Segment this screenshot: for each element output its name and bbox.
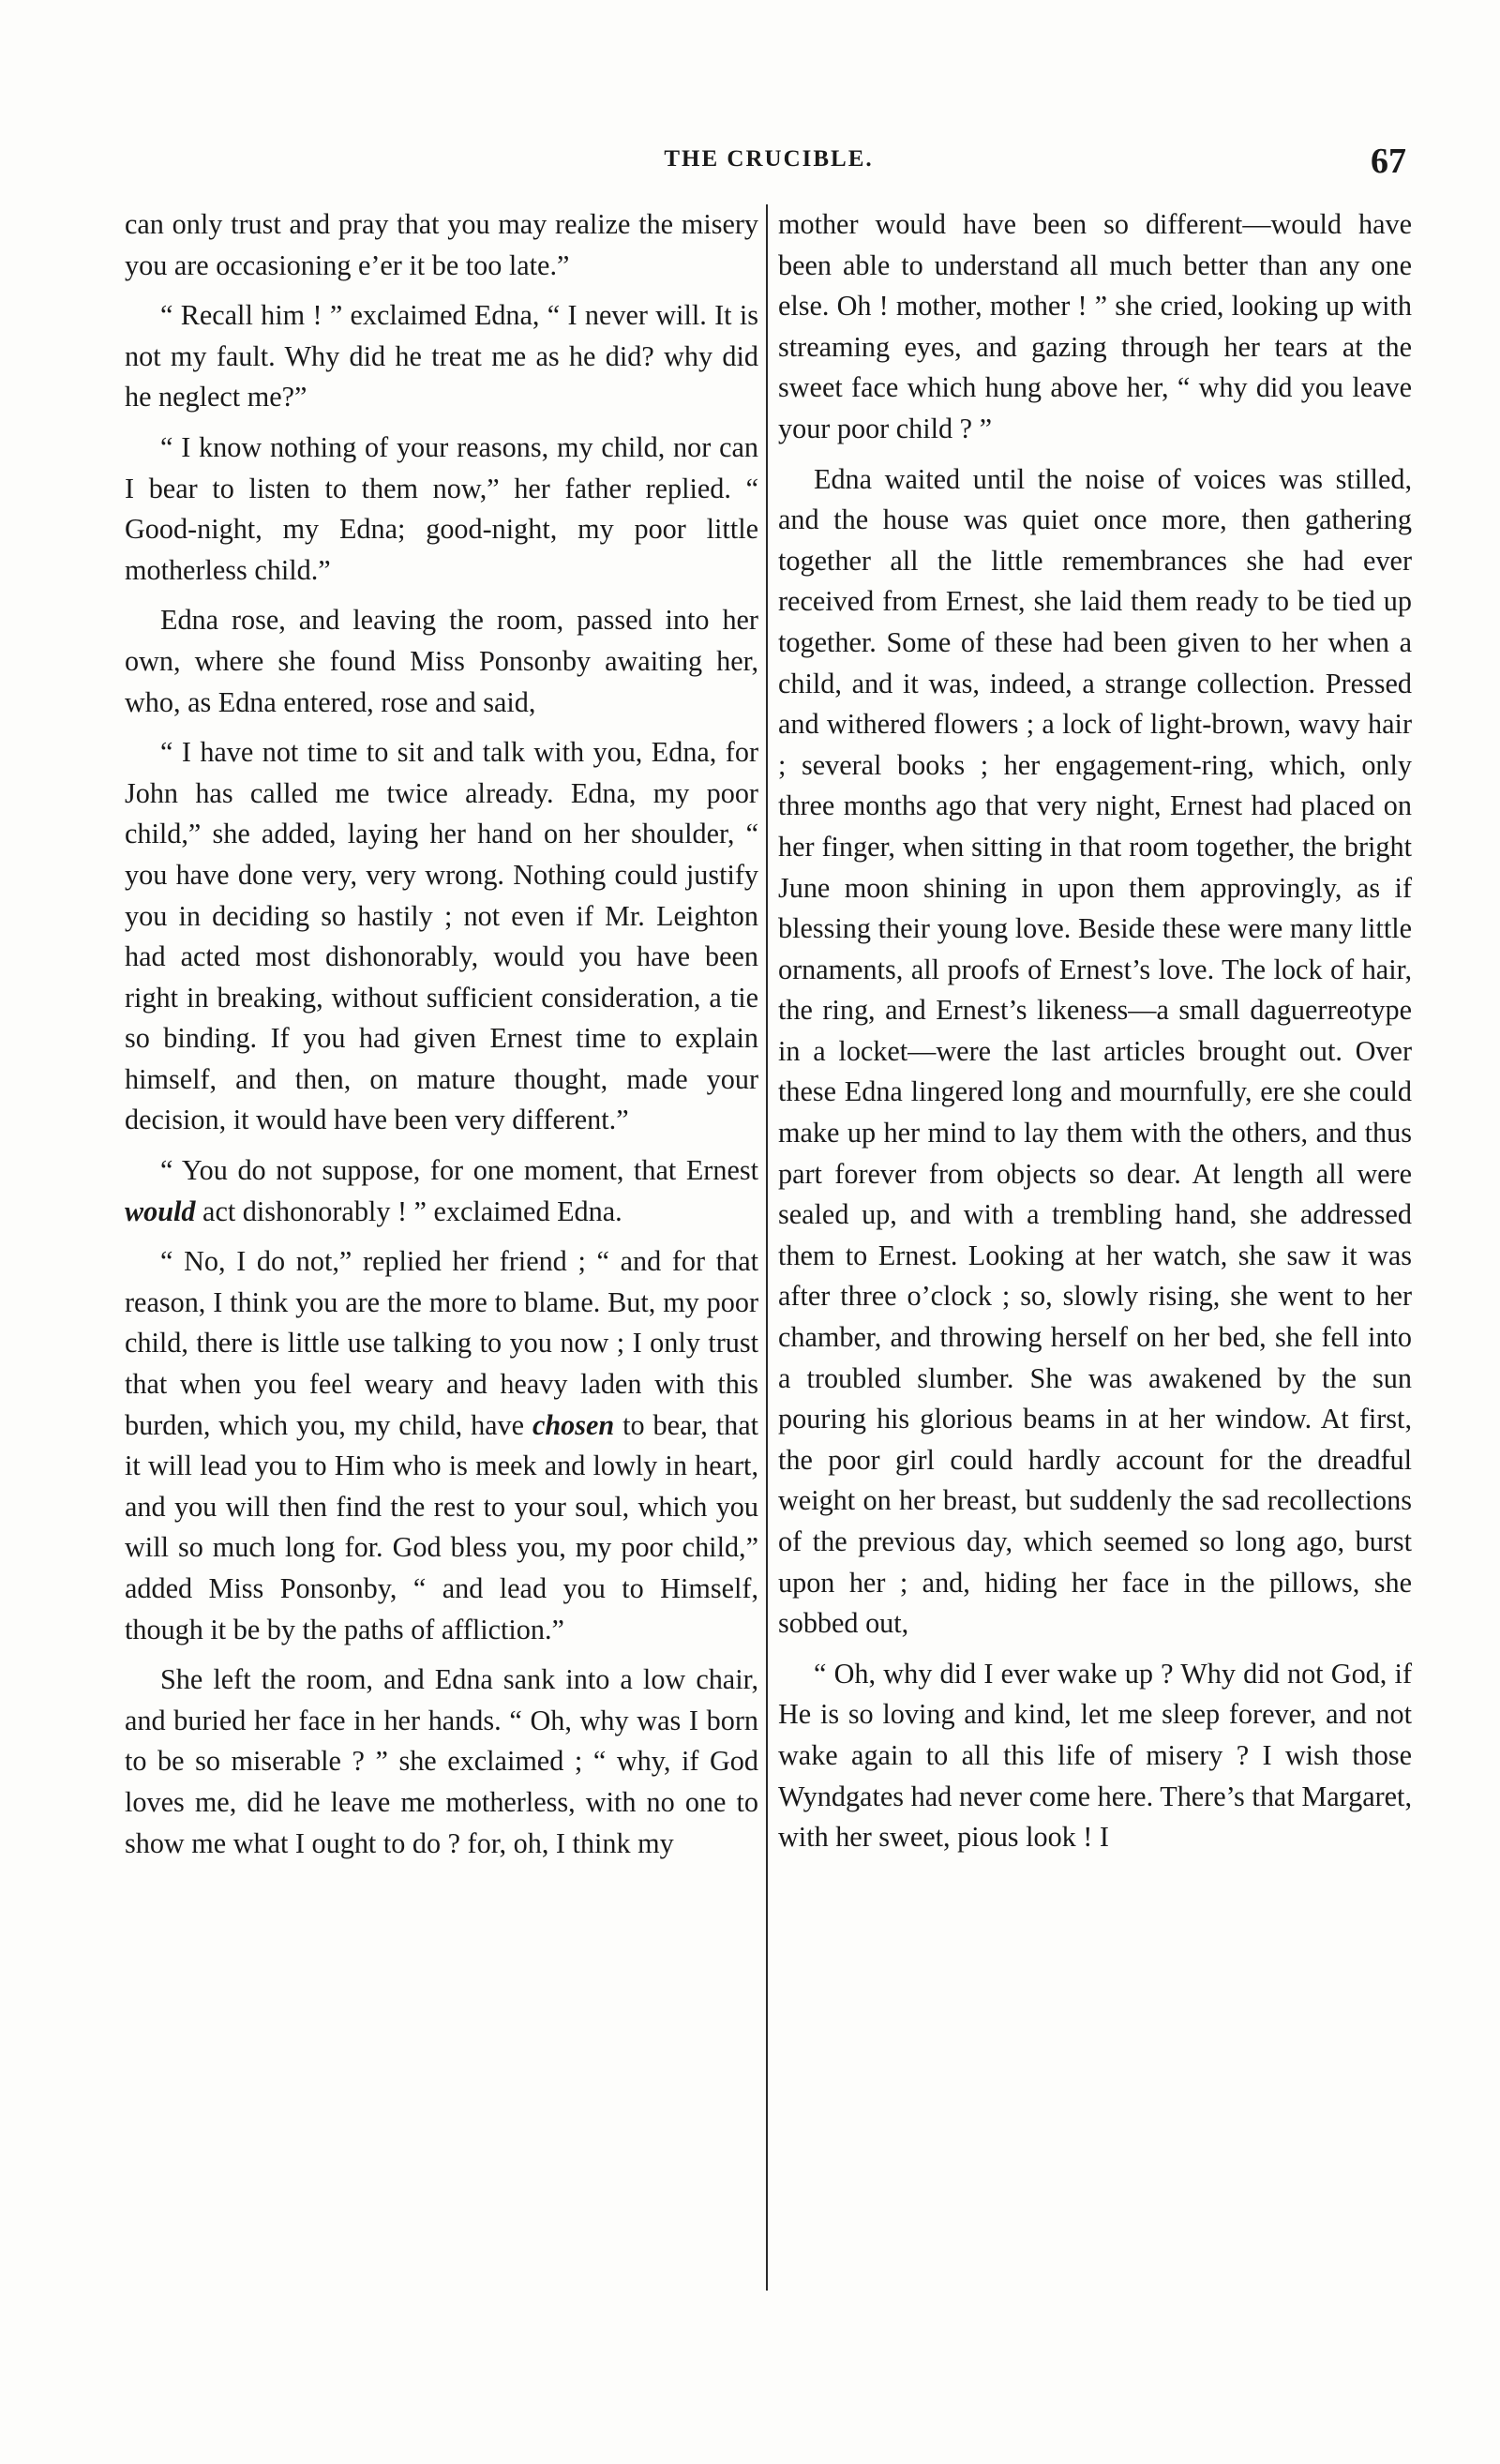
paragraph (125, 1241, 758, 1650)
running-head (131, 141, 1406, 182)
paragraph: mother would have been so different—would have been able to understand all much better than any one else. Oh ! mother, mother ! ” she cried, looking up with streaming eyes, and gazing through her tears at the sweet face which hung above her, “ why did you leave your poor child ? ” (778, 208, 1412, 444)
text-run: to bear, that it will lead you to Him who is meek and lowly in heart, and you will then find the rest to your soul, which you will so much long for. God bless you, my poor child,” added Miss Ponsonby, “ and lead you to Himself, though it be by the paths of affliction.” (125, 1408, 758, 1645)
paragraph (125, 1150, 758, 1232)
paragraph: “ I know nothing of your reasons, my child, nor can I bear to listen to them now,” her father replied. “ Good-night, my Edna; good-night, my poor little motherless child.” (125, 430, 758, 586)
column-divider (766, 204, 768, 2291)
text-run: “ No, I do not,” replied her friend ; “ and for that reason, I think you are the more to blame. But, my poor child, there is little use talking to you now ; I only trust that when you feel weary and heavy laden with this burden, which you, my child, have (125, 1245, 758, 1441)
left-column (125, 204, 758, 2295)
paragraph: Edna rose, and leaving the room, passed into her own, where she found Miss Ponsonby awaiting her, who, as Edna entered, rose and said, (125, 604, 758, 718)
paragraph: She left the room, and Edna sank into a low chair, and buried her face in her hands. “ Oh, why was I born to be so miserable ? ” she exclaimed ; “ why, if God loves me, did he leave me motherless, with no one to show me what I ought to do ? for, oh, I think my (125, 1663, 758, 1859)
running-title: THE CRUCIBLE. (664, 146, 874, 172)
paragraph: “ I have not time to sit and talk with you, Edna, for John has called me twice already. Edna, my poor child,” she added, laying her hand on her shoulder, “ you have done very, very wrong. Nothing could justify you in deciding so hastily ; not even if Mr. Leighton had acted most dishonorably, would you have been right in breaking, without sufficient consideration, a tie so binding. If you had given Ernest time to explain himself, and then, on mature thought, made your decision, it would have been very different.” (125, 736, 758, 1136)
emphasis: chosen (532, 1408, 615, 1441)
paragraph: can only trust and pray that you may realize the misery you are occasioning e’er it be too late.” (125, 208, 758, 281)
right-column (778, 204, 1412, 2295)
emphasis: would (125, 1194, 196, 1227)
paragraph: Edna waited until the noise of voices was stilled, and the house was quiet once more, then gathering together all the little remembrances she had ever received from Ernest, she laid them ready to be tied up together. Some of these had been given to her when a child, and it was, indeed, a strange collection. Pressed and withered flowers ; a lock of light-brown, wavy hair ; several books ; her engagement-ring, which, only three months ago that very night, Ernest had placed on her finger, when sitting in that room together, the bright June moon shining in upon them approvingly, as if blessing their young love. Beside these were many little ornaments, all proofs of Ernest’s love. The lock of hair, the ring, and Ernest’s likeness—a small daguerreotype in a locket—were the last articles brought out. Over these Edna lingered long and mournfully, ere she could make up her mind to lay them with the others, and thus part forever from objects so dear. At length all were sealed up, and with a trembling hand, she addressed them to Ernest. Looking at her watch, she saw it was after three o’clock ; so, slowly rising, she went to her chamber, and throwing herself on her bed, she fell into a troubled slumber. She was awakened by the sun pouring his glorious beams in at her window. At first, the poor girl could hardly account for the dreadful weight on her breast, but suddenly the sad recollections of the previous day, which seemed so long ago, burst upon her ; and, hiding her face in the pillows, she sobbed out, (778, 462, 1412, 1640)
page-number: 67 (1371, 142, 1406, 181)
paragraph: “ Oh, why did I ever wake up ? Why did not God, if He is so loving and kind, let me sleep forever, and not wake again to all this life of misery ? I wish those Wyndgates had never come here. There’s that Margaret, with her sweet, pious look ! I (778, 1657, 1412, 1854)
text-run: act dishonorably ! ” exclaimed Edna. (195, 1194, 622, 1227)
text-run: “ You do not suppose, for one moment, that Ernest (160, 1154, 758, 1187)
paragraph: “ Recall him ! ” exclaimed Edna, “ I never will. It is not my fault. Why did he treat me as he did? why did he neglect me?” (125, 299, 758, 413)
